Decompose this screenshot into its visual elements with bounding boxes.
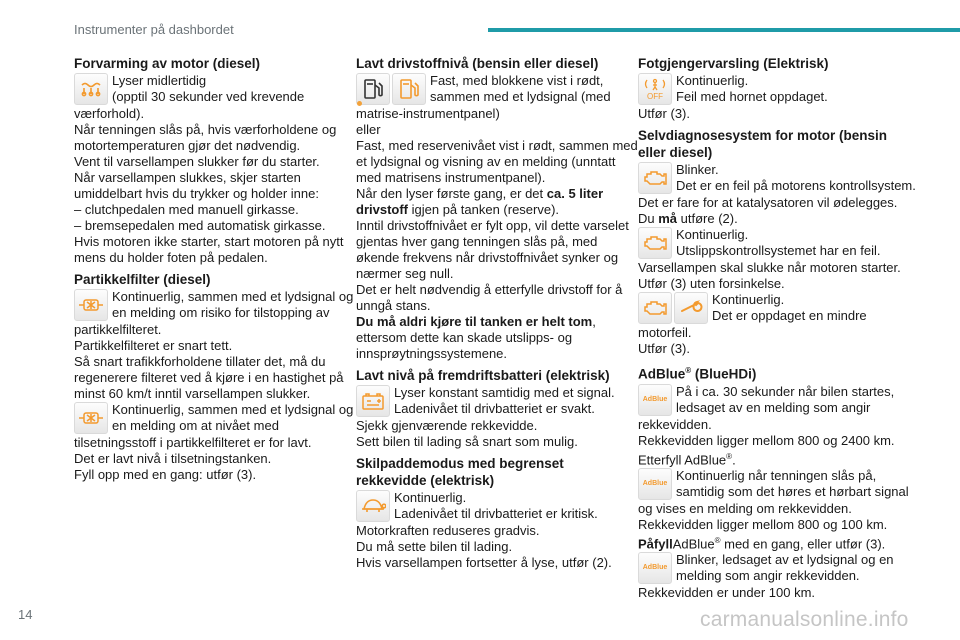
traction-battery-icon [356,385,390,417]
turtle-section [356,456,624,571]
fuel-pump-outline-icon [392,73,426,105]
turtle-title-line1: Skilpaddemodus med begrenset [356,456,564,471]
text-line: sammen med et lydsignal (med [430,89,611,104]
text-line: ettersom dette kan skade utslipps- og [356,330,573,345]
text-span: Etterfyll AdBlue [638,451,727,467]
text-line: tilsetningsstoff i partikkelfilteret er for lavt. [74,435,312,450]
text-line: Utslippskontrollsystemet har en feil. [676,243,881,258]
text-line: gjentas hver gang tenningen slås på, med [356,234,598,249]
text-line: Fast, med blokkene vist i rødt, [430,73,604,88]
turtle-icon [356,490,390,522]
text-line: Sjekk gjenværende rekkevidde. [356,418,538,433]
adblue-icon [638,468,672,500]
text-line: Kontinuerlig. [712,292,785,307]
registered-mark: ® [685,366,692,375]
text-line: – bremsepedalen med automatisk girkasse. [74,218,326,233]
section-title: Instrumenter på dashbordet [74,22,234,37]
engine-diagnosis-title-line1: Selvdiagnosesystem for motor (bensin [638,128,888,143]
text-line: Kontinuerlig. [394,490,467,505]
text-line: Rekkevidden ligger mellom 800 og 2400 km. [638,432,895,448]
text-line: Kontinuerlig, sammen med et lydsignal og [112,402,354,417]
text-line [638,211,906,227]
text-span: , [592,314,596,329]
fuel-section [356,56,638,362]
engine-check-icon [638,292,672,324]
adblue-icon-label: AdBlue [642,564,668,572]
column-3 [638,56,916,601]
text-line: innsprøytningssystemene. [356,346,508,361]
text-line: og vises en melding om rekkevidden. [638,500,852,516]
adblue-icon [638,384,672,416]
column-1 [74,56,354,483]
engine-check-icon [638,162,672,194]
text-line: Inntil drivstoffnivået er fylt opp, vil dette varselet [356,218,629,233]
text-line: partikkelfilteret. [74,322,162,337]
engine-check-icon [638,227,672,259]
bold-text: må [658,211,678,226]
particle-filter-icon [74,402,108,434]
battery-section [356,368,624,450]
text-line: motortemperaturen gjør det nødvendig. [74,138,301,153]
text-span: Når den lyser første gang, er det [356,186,547,201]
turtle-title-line2: rekkevidde (elektrisk) [356,473,495,488]
text-line: matrise-instrumentpanel) [356,106,500,121]
preheat-title: Forvarming av motor (diesel) [74,56,261,71]
text-line: Lyser midlertidig [112,73,207,88]
bold-text: drivstoff [356,202,408,217]
bold-text: Påfyll [638,536,673,552]
text-line: Sett bilen til lading så snart som mulig. [356,434,578,449]
page-number: 14 [18,607,33,622]
text-line: Ladenivået til drivbatteriet er kritisk. [394,506,598,521]
text-line: en melding om at nivået med [112,418,279,433]
text-line: Varsellampen skal slukke når motoren starter. [638,260,901,275]
text-line: Det er helt nødvendig å etterfylle drivstoff for å [356,282,623,297]
glow-plug-icon [74,73,108,105]
text-line: en melding om risiko for tilstopping av [112,305,330,320]
text-line: Når tenningen slås på, hvis værforholdene og [74,122,337,137]
text-line: Kontinuerlig, sammen med et lydsignal og [112,289,354,304]
text-line: umiddelbart hvis du trykker og holder inne: [74,186,319,201]
text-span: AdBlue [638,366,686,382]
text-line: Blinker. [676,162,719,177]
text-line: (opptil 30 sekunder ved krevende [112,89,305,104]
text-line: samtidig som det høres et hørbart signal [676,483,909,499]
particle-filter-title: Partikkelfilter (diesel) [74,272,211,287]
text-line: Rekkevidden ligger mellom 800 og 100 km. [638,516,888,532]
text-line: minst 60 km/t inntil varsellampen slukker. [74,386,311,401]
text-line: økende frekvens når drivstoffnivået synker og [356,250,619,265]
engine-diagnosis-title-line2: eller diesel) [638,145,713,160]
battery-title: Lavt nivå på fremdriftsbatteri (elektrisk) [356,368,610,383]
text-line: Feil med hornet oppdaget. [676,89,828,104]
text-span: igjen på tanken (reserve). [408,202,560,217]
adblue-icon-label: AdBlue [642,395,668,403]
text-line: regenerere filteret ved å kjøre i en hastighet på [74,370,344,385]
column-2 [356,56,638,571]
text-line: med matrisens instrumentpanel). [356,170,546,185]
wrench-icon [674,292,708,324]
text-span: Du [638,211,659,226]
text-line: Utfør (3) uten forsinkelse. [638,276,785,291]
fuel-pump-icon [356,73,390,105]
text-line: Partikkelfilteret er snart tett. [74,338,233,353]
text-line: et lydsignal og visning av en melding (unntatt [356,154,616,169]
pedestrian-alert-title: Fotgjengervarsling (Elektrisk) [638,56,829,71]
registered-mark: ® [726,451,733,461]
text-line: eller [356,122,381,137]
text-line: ledsaget av en melding som angir [676,399,871,415]
text-line: Det er en feil på motorens kontrollsystem. [676,178,916,193]
text-line: Så snart trafikkforholdene tillater det, må du [74,354,326,369]
text-line [638,449,906,468]
bold-text: Du må aldri kjøre til tanken er helt tom [356,314,593,329]
text-line: melding som angir rekkevidden. [676,568,860,584]
text-line: værforhold). [74,106,145,121]
text-line: Kontinuerlig. [676,73,749,88]
fuel-title: Lavt drivstoffnivå (bensin eller diesel) [356,56,599,71]
text-line: – clutchpedalen med manuell girkasse. [74,202,299,217]
text-line: Det er fare for at katalysatoren vil ødelegges. [638,195,898,210]
engine-diagnosis-section [638,128,916,357]
adblue-icon-label: AdBlue [642,479,668,487]
text-line: Utfør (3). [638,106,690,121]
text-line: Når varsellampen slukkes, skjer starten [74,170,301,185]
adblue-section [638,363,909,601]
adblue-title [638,363,906,383]
text-span: . [732,451,736,467]
text-line [356,314,624,330]
text-line: Lyser konstant samtidig med et signal. [394,385,615,400]
text-span: (BlueHDi) [691,366,757,382]
text-line [638,533,906,552]
text-line: Hvis varsellampen fortsetter å lyse, utfør (2). [356,555,612,570]
text-line: Vent til varsellampen slukker før du starter. [74,154,320,169]
text-line: På i ca. 30 sekunder når bilen startes, [676,383,895,399]
text-line: mens du holder foten på pedalen. [74,250,268,265]
text-span: utføre (2). [677,211,738,226]
text-line: Rekkevidden er under 100 km. [638,585,816,601]
text-line: Du må sette bilen til lading. [356,539,513,554]
adblue-icon [638,552,672,584]
text-line: unngå stans. [356,298,431,313]
text-line [356,202,624,218]
text-line: Kontinuerlig når tenningen slås på, [676,467,877,483]
text-line: Hvis motoren ikke starter, start motoren på nytt [74,234,344,249]
pedestrian-alert-off-icon [638,73,672,105]
page-header [0,0,960,40]
text-line: Blinker, ledsaget av et lydsignal og en [676,552,894,568]
registered-mark: ® [714,535,721,545]
text-line: rekkevidden. [638,416,712,432]
pedestrian-alert-section [638,56,906,122]
watermark: carmanualsonline.info [700,608,909,631]
text-line: Utfør (3). [638,341,690,356]
particle-filter-section [74,272,354,483]
svg-text:OFF: OFF [647,92,663,101]
text-span: med en gang, eller utfør (3). [720,536,886,552]
text-line: Det er lavt nivå i tilsetningstanken. [74,451,272,466]
text-line: Fyll opp med en gang: utfør (3). [74,467,257,482]
particle-filter-icon [74,289,108,321]
bold-text: ca. 5 liter [546,186,604,201]
text-line: Fast, med reservenivået vist i rødt, sammen med [356,138,638,153]
text-line: motorfeil. [638,325,692,340]
text-line: Det er oppdaget en mindre [712,308,867,323]
text-line: Motorkraften reduseres gradvis. [356,523,540,538]
text-line: nærmer seg null. [356,266,454,281]
text-span: AdBlue [672,536,715,552]
text-line: Kontinuerlig. [676,227,749,242]
text-line: Ladenivået til drivbatteriet er svakt. [394,401,595,416]
text-line [356,186,624,202]
preheat-section [74,56,342,266]
header-accent-bar [488,28,960,32]
